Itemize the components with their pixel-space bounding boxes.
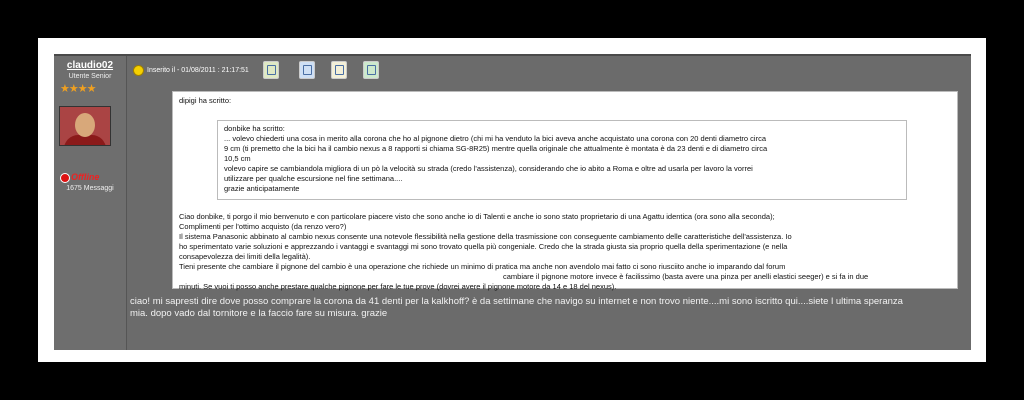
reply-quote-icon[interactable] [299,61,315,79]
quote-reply-line: Il sistema Panasonic abbinato al cambio nexus consente una notevole flessibilità nella gestione della trasmissione con conseguente cambiamento delle caratteristiche dell'assistenza. Io [179,232,792,241]
status-label: Offline [71,172,100,182]
edit-icon[interactable] [331,61,347,79]
nested-quote-line: utilizzare per qualche escursione nel fine settimana.... [224,174,403,183]
nested-quote-line: grazie anticipatamente [224,184,300,193]
message-count: 1675 Messaggi [66,185,114,192]
quote-reply-line: ho sperimentato varie soluzioni e apprezzando i vantaggi e svantaggi mi sono trovato quella più congeniale. Credo che la strada giusta sia proprio quella della sperimentazione (e nella [179,242,788,251]
quote-reply-text [179,212,951,292]
quote-reply-line: Complimenti per l'ottimo acquisto (da renzo vero?) [179,222,347,231]
rank-stars: ★★★★ [60,82,96,95]
forum-post [54,54,971,350]
quote-reply-line: minuti. Se vuoi ti posso anche prestare qualche pignone per fare le tue prove (dovrei avere il pignone motore da 14 e 18 del nexus). [179,282,617,291]
offline-icon [60,173,70,183]
smiley-icon [133,65,144,76]
nested-quote-line: 9 cm (ti premetto che la bici ha il cambio nexus a 8 rapporti si chiama SG-8R25) mentre quella originale che attualmente è montata è da 23 denti e di diametro circa [224,144,768,153]
author-username[interactable]: claudio02 [66,60,114,71]
post-message-line: ciao! mi sapresti dire dove posso comprare la corona da 41 denti per la kalkhoff? è da settimane che navigo su internet e non trovo niente....mi sono iscritto qui....siete l ultima speranza [130,296,903,307]
nested-quote-block [217,120,907,200]
quote-reply-line: consapevolezza dei limiti della legalità). [179,252,311,261]
profile-icon[interactable] [263,61,279,79]
quote-reply-line: cambiare il pignone motore invece è facilissimo (basta avere una pinza per anelli elastici seeger) e si fa in due [503,272,869,281]
print-icon[interactable] [363,61,379,79]
quote-block [172,91,958,289]
nested-quote-line: ... volevo chiederti una cosa in merito alla corona che ho al pignone dietro (chi mi ha venduto la bici aveva anche acquistato una corona con 20 denti diametro circa [224,134,766,143]
avatar [59,106,111,146]
quote-reply-line: Tieni presente che cambiare il pignone del cambio è una operazione che richiede un minimo di pratica ma anche non avendolo mai fatto ci sono riusciito anche io imparando dal forum [179,262,786,271]
quote-author: dipigi ha scritto: [179,96,232,105]
nested-quote-author: donbike ha scritto: [224,124,285,133]
author-rank: Utente Senior [68,73,112,80]
nested-quote-line: volevo capire se cambiandola migliora di un pò la velocità su strada (credo l'assistenza), considerando che io abito a Roma e oltre ad usarla per lavoro la vorrei [224,164,753,173]
quote-reply-line: Ciao donbike, ti porgo il mio benvenuto e con particolare piacere visto che sono anche io di Talenti e anche io sono stato proprietario di una Agattu identica (ora sono alla seconda); [179,212,775,221]
post-timestamp: Inserito il - 01/08/2011 : 21:17:51 [147,66,249,74]
nested-quote-line: 10,5 cm [224,154,251,163]
post-message-line: mia. dopo vado dal tornitore e la faccio fare su misura. grazie [130,308,388,319]
author-sidebar [54,56,127,350]
avatar-face [75,113,95,137]
post-header [133,60,379,80]
status-badge [60,172,99,183]
post-message [130,296,970,320]
